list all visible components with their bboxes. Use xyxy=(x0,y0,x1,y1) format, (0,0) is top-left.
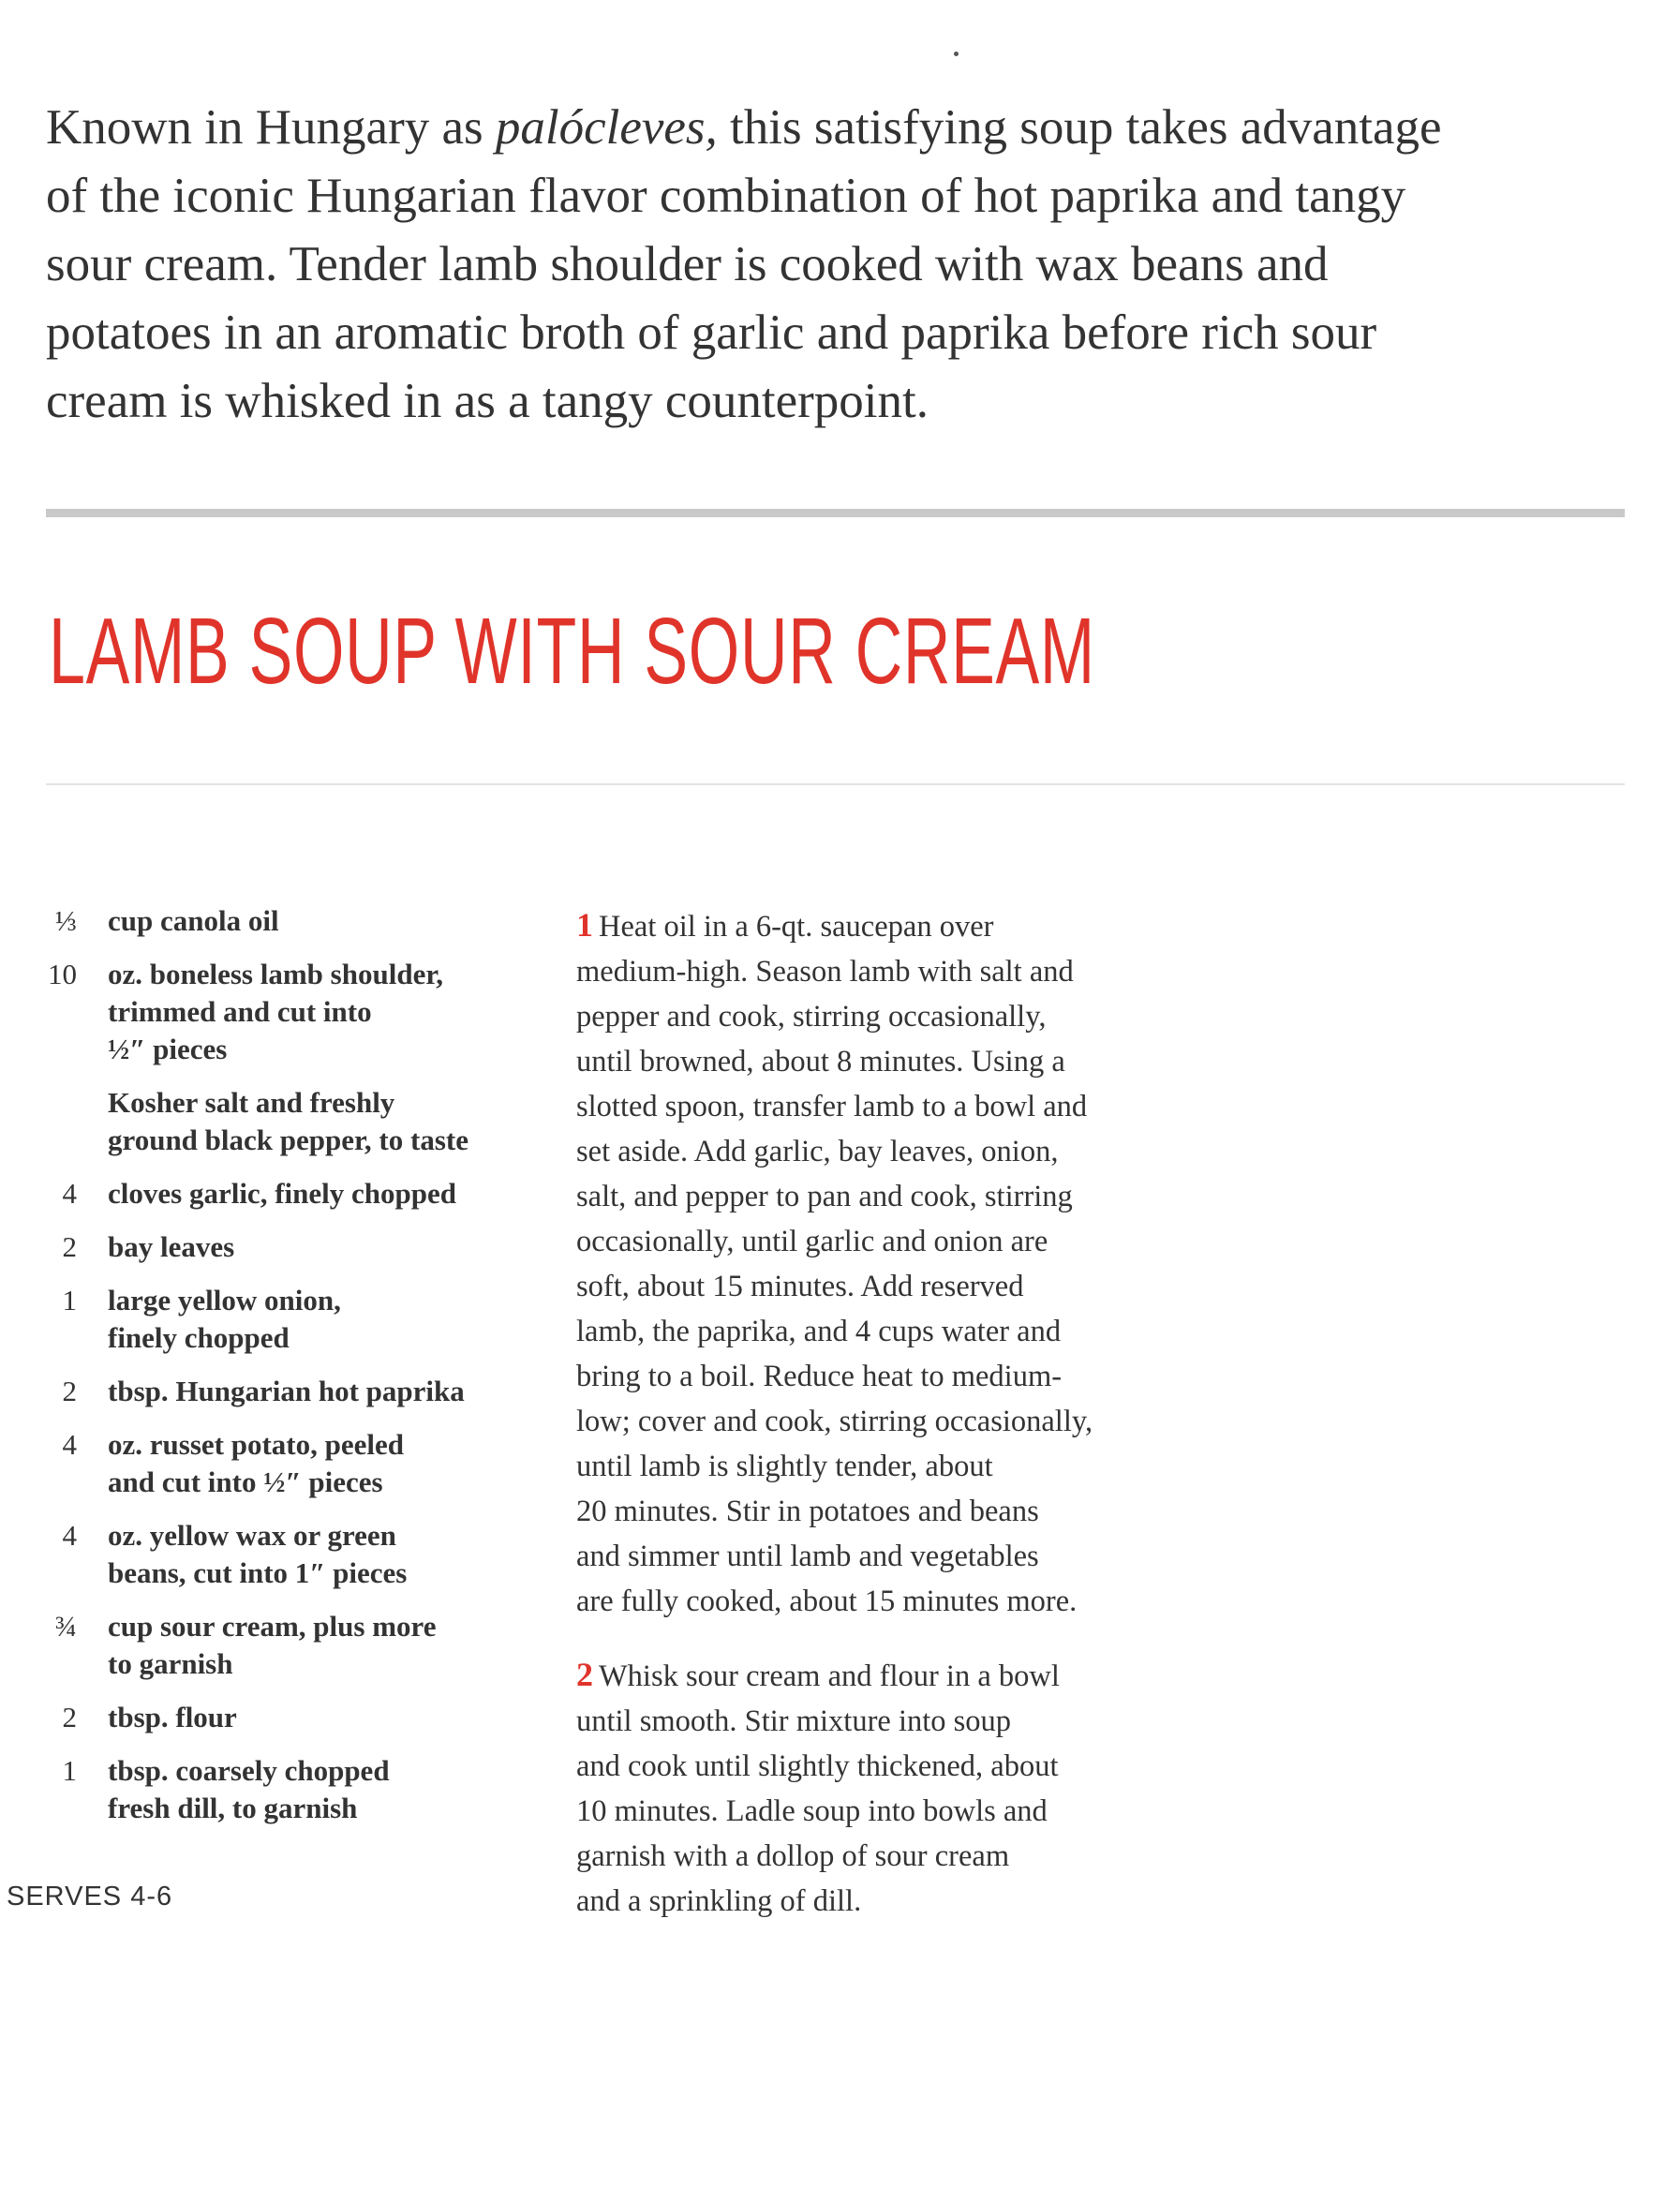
ingredient-line: and cut into ½″ pieces xyxy=(108,1465,383,1498)
ingredient-line: oz. russet potato, peeled xyxy=(108,1428,404,1461)
ingredient-line: oz. yellow wax or green xyxy=(108,1519,396,1552)
ingredient-quantity: 2 xyxy=(62,1701,77,1733)
ingredient-line: ½″ pieces xyxy=(108,1033,228,1065)
direction-line xyxy=(576,1652,1195,1699)
ingredient-line: tbsp. Hungarian hot paprika xyxy=(108,1375,465,1407)
direction-step xyxy=(576,1652,1195,1924)
step-number: 2 xyxy=(576,1656,593,1693)
ingredient-line: finely chopped xyxy=(108,1321,290,1354)
direction-line: and simmer until lamb and vegetables xyxy=(576,1540,1039,1573)
ingredient-text xyxy=(108,1608,436,1683)
ingredient-quantity: 1 xyxy=(62,1284,77,1317)
direction-line: garnish with a dollop of sour cream xyxy=(576,1839,1010,1873)
direction-line: set aside. Add garlic, bay leaves, onion, xyxy=(576,1135,1059,1168)
ingredient-line: cloves garlic, finely chopped xyxy=(108,1177,456,1210)
ingredient-quantity: 4 xyxy=(62,1177,77,1210)
ingredient-quantity: ⅓ xyxy=(54,904,77,937)
ingredient-item xyxy=(28,956,534,1068)
ingredient-line: oz. boneless lamb shoulder, xyxy=(108,958,443,990)
direction-line: are fully cooked, about 15 minutes more. xyxy=(576,1584,1078,1618)
ingredient-quantity: 10 xyxy=(48,958,77,990)
ingredient-line: tbsp. flour xyxy=(108,1701,237,1733)
ingredient-quantity: 4 xyxy=(62,1519,77,1552)
ingredient-text xyxy=(108,1426,404,1501)
intro-paragraph xyxy=(46,94,1442,436)
ingredient-line: fresh dill, to garnish xyxy=(108,1792,358,1824)
title-divider xyxy=(46,783,1625,785)
ingredient-quantity: ¾ xyxy=(54,1610,77,1643)
direction-line: pepper and cook, stirring occasionally, xyxy=(576,1000,1047,1034)
direction-line: occasionally, until garlic and onion are xyxy=(576,1225,1048,1258)
intro-line: potatoes in an aromatic broth of garlic and paprika before rich sour xyxy=(46,305,1377,360)
direction-line: low; cover and cook, stirring occasionally, xyxy=(576,1405,1093,1438)
direction-line: salt, and pepper to pan and cook, stirring xyxy=(576,1180,1073,1213)
ingredient-quantity: 2 xyxy=(62,1375,77,1407)
direction-line: bring to a boil. Reduce heat to medium- xyxy=(576,1360,1063,1393)
direction-line: lamb, the paprika, and 4 cups water and xyxy=(576,1315,1062,1348)
step-text: Whisk sour cream and flour in a bowl xyxy=(599,1659,1060,1693)
section-divider xyxy=(46,509,1625,517)
ingredient-text xyxy=(108,1752,390,1827)
direction-line: soft, about 15 minutes. Add reserved xyxy=(576,1270,1024,1303)
intro-line: of the iconic Hungarian flavor combination of hot paprika and tangy xyxy=(46,169,1406,223)
ingredient-line: cup sour cream, plus more xyxy=(108,1610,437,1643)
recipe-title: LAMB SOUP WITH SOUR CREAM xyxy=(49,599,1095,704)
step-number: 1 xyxy=(576,906,593,944)
ingredient-line: ground black pepper, to taste xyxy=(108,1123,468,1156)
direction-line: 10 minutes. Ladle soup into bowls and xyxy=(576,1794,1048,1828)
ingredient-quantity: 1 xyxy=(62,1754,77,1787)
ingredient-item xyxy=(28,1426,534,1501)
ingredient-quantity: 2 xyxy=(62,1230,77,1263)
ingredients-list xyxy=(28,902,534,1843)
ingredient-item xyxy=(28,1175,534,1213)
ingredient-text xyxy=(108,1084,468,1159)
ingredient-item xyxy=(28,1752,534,1827)
intro-line: Known in Hungary as palócleves, this satisfying soup takes advantage xyxy=(46,100,1442,155)
direction-line: slotted spoon, transfer lamb to a bowl and xyxy=(576,1090,1088,1123)
ingredient-item xyxy=(28,1228,534,1266)
ingredient-line: cup canola oil xyxy=(108,904,279,937)
ingredient-item xyxy=(28,902,534,940)
ingredient-text xyxy=(108,1282,341,1357)
direction-line: and cook until slightly thickened, about xyxy=(576,1749,1059,1783)
step-text: Heat oil in a 6-qt. saucepan over xyxy=(599,910,994,944)
intro-line: cream is whisked in as a tangy counterpoint. xyxy=(46,374,929,428)
ingredient-line: trimmed and cut into xyxy=(108,995,372,1028)
ingredient-item xyxy=(28,1373,534,1410)
ingredient-item xyxy=(28,1608,534,1683)
ingredient-line: beans, cut into 1″ pieces xyxy=(108,1556,408,1589)
direction-line: 20 minutes. Stir in potatoes and beans xyxy=(576,1495,1039,1528)
ingredient-line: large yellow onion, xyxy=(108,1284,341,1317)
ingredient-item xyxy=(28,1517,534,1592)
ingredient-line: to garnish xyxy=(108,1647,233,1680)
direction-line: medium-high. Season lamb with salt and xyxy=(576,955,1074,989)
hungarian-name: palócleves, xyxy=(495,100,718,155)
intro-line: sour cream. Tender lamb shoulder is cooked with wax beans and xyxy=(46,237,1329,291)
ingredient-line: tbsp. coarsely chopped xyxy=(108,1754,390,1787)
direction-line: until lamb is slightly tender, about xyxy=(576,1450,993,1483)
ingredient-item xyxy=(28,1699,534,1736)
ingredient-text xyxy=(108,1373,465,1410)
ingredient-text xyxy=(108,902,279,940)
ingredient-line: bay leaves xyxy=(108,1230,235,1263)
direction-line: and a sprinkling of dill. xyxy=(576,1884,862,1918)
serves-label: SERVES 4-6 xyxy=(7,1882,173,1912)
ingredient-text xyxy=(108,956,443,1068)
ingredient-item xyxy=(28,1282,534,1357)
direction-line: until browned, about 8 minutes. Using a xyxy=(576,1045,1065,1079)
direction-line: until smooth. Stir mixture into soup xyxy=(576,1704,1012,1738)
direction-line xyxy=(576,902,1195,949)
ingredient-item xyxy=(28,1084,534,1159)
direction-step xyxy=(576,902,1195,1624)
ingredient-text xyxy=(108,1699,237,1736)
ingredient-text xyxy=(108,1228,234,1266)
ingredient-text xyxy=(108,1517,407,1592)
ingredient-quantity: 4 xyxy=(62,1428,77,1461)
ingredient-text xyxy=(108,1175,456,1213)
ingredient-quantity xyxy=(28,1084,77,1159)
speck xyxy=(954,52,959,56)
ingredient-line: Kosher salt and freshly xyxy=(108,1086,395,1119)
directions xyxy=(576,902,1195,1952)
